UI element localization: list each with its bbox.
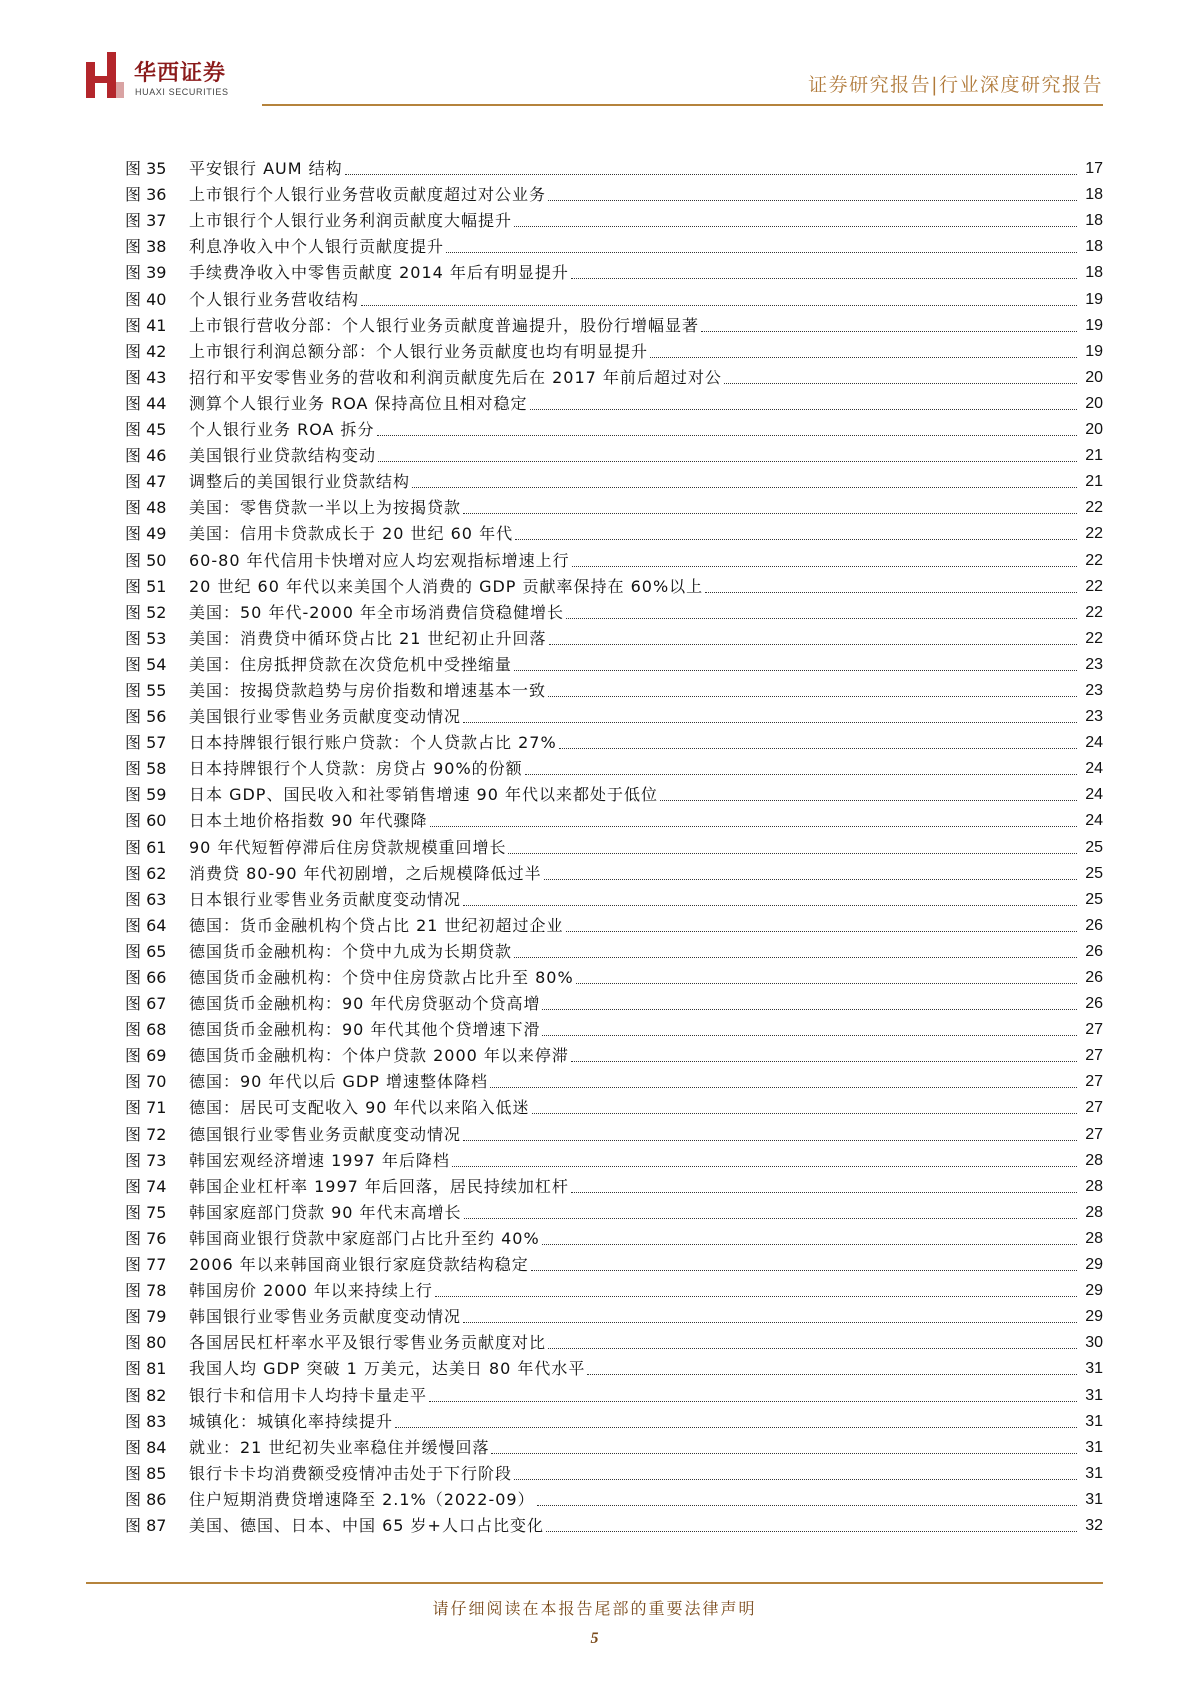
toc-entry[interactable] [125, 544, 1103, 570]
figure-page-number: 22 [1085, 629, 1103, 647]
figure-title: 就业：21 世纪初失业率稳住并缓慢回落 [189, 1437, 490, 1457]
report-type: 证券研究报告|行业深度研究报告 [808, 74, 1103, 96]
figure-title: 美国银行业零售业务贡献度变动情况 [189, 707, 462, 727]
figure-title: 德国：居民可支配收入 90 年代以来陷入低迷 [189, 1098, 530, 1118]
toc-entry[interactable] [125, 831, 1103, 857]
figure-label: 图 83 [125, 1411, 167, 1431]
footer-divider [86, 1582, 1103, 1584]
figure-page-number: 28 [1085, 1203, 1103, 1221]
dot-leader [724, 382, 1077, 384]
figure-page-number: 30 [1085, 1334, 1103, 1352]
figure-page-number: 27 [1085, 1073, 1103, 1091]
figure-page-number: 24 [1085, 812, 1103, 830]
toc-entry[interactable] [125, 336, 1103, 362]
dot-leader [491, 1452, 1077, 1454]
toc-entry[interactable] [125, 257, 1103, 283]
dot-leader [701, 330, 1077, 332]
dot-leader [463, 1139, 1077, 1141]
toc-entry[interactable] [125, 805, 1103, 831]
figure-page-number: 25 [1085, 838, 1103, 856]
dot-leader [463, 1321, 1077, 1323]
figure-title: 日本土地价格指数 90 年代骤降 [189, 811, 428, 831]
figure-label: 图 54 [125, 654, 167, 674]
figure-page-number: 23 [1085, 655, 1103, 673]
figure-title: 个人银行业务 ROA 拆分 [189, 420, 375, 440]
toc-entry[interactable] [125, 414, 1103, 440]
huaxi-logo-icon [86, 52, 124, 98]
figure-title: 日本持牌银行个人贷款：房贷占 90%的份额 [189, 759, 523, 779]
figure-label: 图 53 [125, 628, 167, 648]
figure-label: 图 51 [125, 576, 167, 596]
toc-entry[interactable] [125, 649, 1103, 675]
toc-entry[interactable] [125, 1353, 1103, 1379]
figure-title: 住户短期消费贷增速降至 2.1%（2022-09） [189, 1489, 535, 1509]
dot-leader [464, 1217, 1077, 1219]
figure-label: 图 37 [125, 211, 167, 231]
figure-page-number: 20 [1085, 421, 1103, 439]
figure-label: 图 50 [125, 550, 167, 570]
toc-entry[interactable] [125, 1014, 1103, 1040]
toc-entry[interactable] [125, 310, 1103, 336]
figure-label: 图 60 [125, 811, 167, 831]
figure-label: 图 68 [125, 1020, 167, 1040]
toc-entry[interactable] [125, 1510, 1103, 1536]
figure-title: 韩国企业杠杆率 1997 年后回落，居民持续加杠杆 [189, 1176, 569, 1196]
dot-leader [515, 538, 1077, 540]
dot-leader [571, 1191, 1077, 1193]
figure-page-number: 19 [1085, 290, 1103, 308]
dot-leader [514, 225, 1077, 227]
toc-entry[interactable] [125, 1040, 1103, 1066]
figure-title: 日本银行业零售业务贡献度变动情况 [189, 889, 462, 909]
dot-leader [576, 982, 1077, 984]
dot-leader [542, 1034, 1077, 1036]
figure-page-number: 22 [1085, 551, 1103, 569]
dot-leader [525, 773, 1077, 775]
figure-page-number: 18 [1085, 212, 1103, 230]
figure-title: 调整后的美国银行业贷款结构 [189, 472, 411, 492]
figure-label: 图 56 [125, 707, 167, 727]
figure-page-number: 24 [1085, 734, 1103, 752]
figure-title: 手续费净收入中零售贡献度 2014 年后有明显提升 [189, 263, 569, 283]
figure-page-number: 31 [1085, 1438, 1103, 1456]
dot-leader [377, 434, 1077, 436]
dot-leader [530, 408, 1077, 410]
dot-leader [531, 1269, 1077, 1271]
figure-title: 美国：按揭贷款趋势与房价指数和增速基本一致 [189, 680, 547, 700]
dot-leader [705, 591, 1077, 593]
figure-title: 韩国家庭部门贷款 90 年代末高增长 [189, 1202, 462, 1222]
figure-title: 美国、德国、日本、中国 65 岁+人口占比变化 [189, 1515, 544, 1535]
toc-entry[interactable] [125, 884, 1103, 910]
figure-label: 图 38 [125, 237, 167, 257]
figure-title: 城镇化：城镇化率持续提升 [189, 1411, 394, 1431]
figure-page-number: 23 [1085, 708, 1103, 726]
figure-title: 个人银行业务营收结构 [189, 289, 360, 309]
figure-label: 图 47 [125, 472, 167, 492]
figure-label: 图 67 [125, 994, 167, 1014]
dot-leader [514, 669, 1077, 671]
figure-page-number: 19 [1085, 316, 1103, 334]
figure-label: 图 59 [125, 785, 167, 805]
figure-page-number: 29 [1085, 1308, 1103, 1326]
toc-entry[interactable] [125, 179, 1103, 205]
figure-label: 图 87 [125, 1515, 167, 1535]
toc-entry[interactable] [125, 518, 1103, 544]
toc-entry[interactable] [125, 231, 1103, 257]
figure-page-number: 17 [1085, 160, 1103, 178]
dot-leader [463, 904, 1077, 906]
figure-title: 美国：零售贷款一半以上为按揭贷款 [189, 498, 462, 518]
figure-title: 各国居民杠杆率水平及银行零售业务贡献度对比 [189, 1333, 547, 1353]
figure-label: 图 35 [125, 159, 167, 179]
page-number: 5 [590, 1630, 599, 1647]
toc-entry[interactable] [125, 440, 1103, 466]
toc-entry[interactable] [125, 1484, 1103, 1510]
figure-page-number: 22 [1085, 525, 1103, 543]
toc-entry[interactable] [125, 153, 1103, 179]
dot-leader [430, 825, 1077, 827]
figure-page-number: 28 [1085, 1177, 1103, 1195]
figure-page-number: 27 [1085, 1125, 1103, 1143]
figure-title: 消费贷 80-90 年代初剧增，之后规模降低过半 [189, 863, 542, 883]
toc-entry[interactable] [125, 1301, 1103, 1327]
dot-leader [571, 277, 1077, 279]
figure-title: 韩国房价 2000 年以来持续上行 [189, 1281, 433, 1301]
figure-title: 韩国银行业零售业务贡献度变动情况 [189, 1307, 462, 1327]
figure-page-number: 19 [1085, 342, 1103, 360]
figure-label: 图 69 [125, 1046, 167, 1066]
figure-page-number: 28 [1085, 1229, 1103, 1247]
toc-entry[interactable] [125, 858, 1103, 884]
figure-title: 德国货币金融机构：90 年代其他个贷增速下滑 [189, 1020, 541, 1040]
toc-entry[interactable] [125, 1249, 1103, 1275]
figure-page-number: 22 [1085, 499, 1103, 517]
figure-page-number: 24 [1085, 760, 1103, 778]
dot-leader [571, 1060, 1077, 1062]
figure-title: 90 年代短暂停滞后住房贷款规模重回增长 [189, 837, 507, 857]
toc-entry[interactable] [125, 1171, 1103, 1197]
dot-leader [508, 852, 1077, 854]
figure-title: 银行卡卡均消费额受疫情冲击处于下行阶段 [189, 1463, 513, 1483]
dot-leader [660, 799, 1077, 801]
figure-label: 图 85 [125, 1463, 167, 1483]
figure-label: 图 52 [125, 602, 167, 622]
figure-list [125, 153, 1103, 1536]
figure-label: 图 76 [125, 1228, 167, 1248]
figure-label: 图 74 [125, 1176, 167, 1196]
dot-leader [345, 173, 1077, 175]
dot-leader [361, 304, 1077, 306]
dot-leader [463, 721, 1077, 723]
figure-title: 德国：货币金融机构个贷占比 21 世纪初超过企业 [189, 915, 564, 935]
figure-page-number: 26 [1085, 916, 1103, 934]
toc-entry[interactable] [125, 362, 1103, 388]
dot-leader [546, 1530, 1077, 1532]
figure-title: 德国银行业零售业务贡献度变动情况 [189, 1124, 462, 1144]
brand-name-en: HUAXI SECURITIES [135, 87, 229, 97]
figure-page-number: 22 [1085, 603, 1103, 621]
toc-entry[interactable] [125, 1066, 1103, 1092]
page-header [0, 0, 1189, 110]
figure-page-number: 29 [1085, 1282, 1103, 1300]
figure-label: 图 72 [125, 1124, 167, 1144]
figure-title: 德国货币金融机构：个贷中住房贷款占比升至 80% [189, 968, 574, 987]
toc-entry[interactable] [125, 571, 1103, 597]
figure-title: 测算个人银行业务 ROA 保持高位且相对稳定 [189, 393, 528, 413]
figure-page-number: 29 [1085, 1256, 1103, 1274]
toc-entry[interactable] [125, 623, 1103, 649]
figure-label: 图 41 [125, 315, 167, 335]
dot-leader [412, 486, 1077, 488]
dot-leader [463, 512, 1077, 514]
figure-page-number: 27 [1085, 1021, 1103, 1039]
dot-leader [378, 460, 1077, 462]
toc-entry[interactable] [125, 675, 1103, 701]
figure-title: 我国人均 GDP 突破 1 万美元，达美日 80 年代水平 [189, 1359, 586, 1379]
dot-leader [542, 1008, 1077, 1010]
figure-title: 美国：50 年代-2000 年全市场消费信贷稳健增长 [189, 602, 565, 622]
figure-label: 图 43 [125, 367, 167, 387]
figure-title: 20 世纪 60 年代以来美国个人消费的 GDP 贡献率保持在 60%以上 [189, 576, 704, 596]
toc-entry[interactable] [125, 1197, 1103, 1223]
figure-title: 美国：消费贷中循环贷占比 21 世纪初止升回落 [189, 628, 547, 648]
dot-leader [566, 930, 1077, 932]
figure-title: 上市银行利润总额分部：个人银行业务贡献度也均有明显提升 [189, 341, 649, 361]
figure-page-number: 21 [1085, 473, 1103, 491]
dot-leader [548, 1347, 1077, 1349]
figure-label: 图 82 [125, 1385, 167, 1405]
figure-title: 2006 年以来韩国商业银行家庭贷款结构稳定 [189, 1255, 529, 1275]
figure-title: 美国：住房抵押贷款在次贷危机中受挫缩量 [189, 654, 513, 674]
figure-title: 招行和平安零售业务的营收和利润贡献度先后在 2017 年前后超过对公 [189, 367, 722, 387]
dot-leader [452, 1165, 1077, 1167]
dot-leader [544, 878, 1077, 880]
figure-label: 图 78 [125, 1281, 167, 1301]
figure-label: 图 84 [125, 1437, 167, 1457]
figure-title: 日本持牌银行银行账户贷款：个人贷款占比 27% [189, 733, 557, 753]
figure-page-number: 31 [1085, 1386, 1103, 1404]
figure-label: 图 44 [125, 393, 167, 413]
figure-page-number: 32 [1085, 1516, 1103, 1534]
toc-entry[interactable] [125, 753, 1103, 779]
figure-page-number: 20 [1085, 394, 1103, 412]
dot-leader [514, 1478, 1077, 1480]
toc-entry[interactable] [125, 962, 1103, 988]
dot-leader [559, 747, 1077, 749]
toc-entry[interactable] [125, 205, 1103, 231]
figure-page-number: 26 [1085, 995, 1103, 1013]
dot-leader [514, 956, 1077, 958]
toc-entry[interactable] [125, 1223, 1103, 1249]
figure-title: 韩国商业银行贷款中家庭部门占比升至约 40% [189, 1228, 540, 1248]
figure-label: 图 70 [125, 1072, 167, 1092]
figure-title: 平安银行 AUM 结构 [189, 159, 343, 179]
figure-page-number: 31 [1085, 1490, 1103, 1508]
figure-page-number: 25 [1085, 864, 1103, 882]
figure-title: 美国：信用卡贷款成长于 20 世纪 60 年代 [189, 524, 514, 544]
figure-title: 60-80 年代信用卡快增对应人均宏观指标增速上行 [189, 550, 570, 570]
toc-entry[interactable] [125, 1145, 1103, 1171]
figure-page-number: 26 [1085, 942, 1103, 960]
toc-entry[interactable] [125, 988, 1103, 1014]
toc-entry[interactable] [125, 910, 1103, 936]
figure-page-number: 21 [1085, 447, 1103, 465]
figure-label: 图 45 [125, 420, 167, 440]
figure-page-number: 20 [1085, 368, 1103, 386]
figure-label: 图 40 [125, 289, 167, 309]
dot-leader [542, 1243, 1077, 1245]
toc-entry[interactable] [125, 466, 1103, 492]
toc-entry[interactable] [125, 727, 1103, 753]
figure-page-number: 24 [1085, 786, 1103, 804]
figure-label: 图 46 [125, 446, 167, 466]
figure-title: 上市银行营收分部：个人银行业务贡献度普遍提升，股份行增幅显著 [189, 315, 700, 335]
figure-page-number: 27 [1085, 1047, 1103, 1065]
figure-label: 图 79 [125, 1307, 167, 1327]
figure-page-number: 27 [1085, 1099, 1103, 1117]
dot-leader [549, 643, 1077, 645]
figure-label: 图 42 [125, 341, 167, 361]
toc-entry[interactable] [125, 1406, 1103, 1432]
figure-title: 日本 GDP、国民收入和社零销售增速 90 年代以来都处于低位 [189, 785, 658, 805]
dot-leader [548, 199, 1077, 201]
toc-entry[interactable] [125, 1458, 1103, 1484]
figure-label: 图 48 [125, 498, 167, 518]
figure-label: 图 49 [125, 524, 167, 544]
toc-entry[interactable] [125, 388, 1103, 414]
figure-page-number: 25 [1085, 890, 1103, 908]
toc-entry[interactable] [125, 1118, 1103, 1144]
figure-page-number: 31 [1085, 1412, 1103, 1430]
dot-leader [395, 1426, 1077, 1428]
dot-leader [587, 1373, 1077, 1375]
figure-label: 图 65 [125, 941, 167, 961]
dot-leader [490, 1086, 1077, 1088]
figure-page-number: 26 [1085, 969, 1103, 986]
figure-label: 图 64 [125, 915, 167, 935]
figure-title: 银行卡和信用卡人均持卡量走平 [189, 1385, 428, 1405]
figure-title: 德国货币金融机构：个体户贷款 2000 年以来停滞 [189, 1046, 569, 1066]
toc-entry[interactable] [125, 779, 1103, 805]
dot-leader [537, 1504, 1077, 1506]
figure-page-number: 18 [1085, 238, 1103, 256]
figure-label: 图 66 [125, 968, 167, 987]
figure-label: 图 71 [125, 1098, 167, 1118]
figure-title: 韩国宏观经济增速 1997 年后降档 [189, 1150, 450, 1170]
figure-page-number: 18 [1085, 186, 1103, 204]
toc-entry[interactable] [125, 1432, 1103, 1458]
dot-leader [548, 695, 1077, 697]
dot-leader [435, 1295, 1077, 1297]
figure-title: 德国货币金融机构：90 年代房贷驱动个贷高增 [189, 994, 541, 1014]
toc-entry[interactable] [125, 701, 1103, 727]
figure-label: 图 63 [125, 889, 167, 909]
figure-label: 图 77 [125, 1255, 167, 1275]
figure-page-number: 31 [1085, 1360, 1103, 1378]
toc-entry[interactable] [125, 1092, 1103, 1118]
dot-leader [566, 617, 1077, 619]
figure-label: 图 36 [125, 185, 167, 205]
dot-leader [429, 1400, 1077, 1402]
header-divider [262, 104, 1103, 106]
figure-page-number: 31 [1085, 1464, 1103, 1482]
figure-label: 图 57 [125, 733, 167, 753]
figure-title: 美国银行业贷款结构变动 [189, 446, 377, 466]
figure-label: 图 58 [125, 759, 167, 779]
dot-leader [572, 565, 1077, 567]
figure-label: 图 81 [125, 1359, 167, 1379]
toc-entry[interactable] [125, 936, 1103, 962]
toc-entry[interactable] [125, 597, 1103, 623]
figure-label: 图 73 [125, 1150, 167, 1170]
toc-entry[interactable] [125, 1379, 1103, 1405]
figure-label: 图 86 [125, 1489, 167, 1509]
toc-entry[interactable] [125, 492, 1103, 518]
toc-entry[interactable] [125, 1275, 1103, 1301]
figure-title: 利息净收入中个人银行贡献度提升 [189, 237, 445, 257]
figure-page-number: 22 [1085, 577, 1103, 595]
toc-entry[interactable] [125, 1327, 1103, 1353]
figure-label: 图 61 [125, 837, 167, 857]
figure-page-number: 23 [1085, 681, 1103, 699]
dot-leader [446, 251, 1077, 253]
toc-entry[interactable] [125, 283, 1103, 309]
figure-title: 德国：90 年代以后 GDP 增速整体降档 [189, 1072, 488, 1092]
figure-label: 图 55 [125, 680, 167, 700]
figure-title: 德国货币金融机构：个贷中九成为长期贷款 [189, 941, 513, 961]
figure-page-number: 28 [1085, 1151, 1103, 1169]
dot-leader [650, 356, 1077, 358]
figure-page-number: 18 [1085, 264, 1103, 282]
figure-label: 图 39 [125, 263, 167, 283]
figure-title: 上市银行个人银行业务营收贡献度超过对公业务 [189, 185, 547, 205]
figure-title: 上市银行个人银行业务利润贡献度大幅提升 [189, 211, 513, 231]
figure-label: 图 62 [125, 863, 167, 883]
figure-label: 图 75 [125, 1202, 167, 1222]
figure-label: 图 80 [125, 1333, 167, 1353]
brand-name-cn: 华西证券 [134, 61, 227, 86]
dot-leader [532, 1112, 1077, 1114]
legal-notice: 请仔细阅读在本报告尾部的重要法律声明 [432, 1599, 757, 1618]
